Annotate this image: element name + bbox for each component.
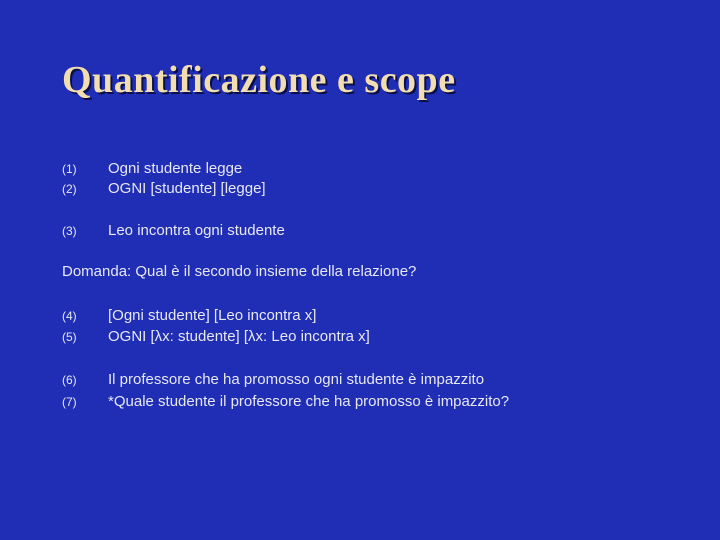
example-text: OGNI [λx: studente] [λx: Leo incontra x] (108, 328, 370, 345)
example-text: [Ogni studente] [Leo incontra x] (108, 307, 317, 324)
example-number: (1) (62, 162, 77, 176)
example-number: (3) (62, 224, 77, 238)
question-text: Domanda: Qual è il secondo insieme della relazione? (62, 263, 417, 280)
example-number: (7) (62, 395, 77, 409)
example-number: (6) (62, 373, 77, 387)
example-text: OGNI [studente] [legge] (108, 180, 266, 197)
slide-title: Quantificazione e scope (62, 59, 456, 101)
example-number: (2) (62, 182, 77, 196)
example-text: *Quale studente il professore che ha promosso è impazzito? (108, 393, 510, 410)
example-text: Leo incontra ogni studente (108, 222, 285, 239)
example-number: (5) (62, 330, 77, 344)
example-text: Ogni studente legge (108, 160, 243, 177)
example-text: Il professore che ha promosso ogni studente è impazzito (108, 371, 485, 388)
example-number: (4) (62, 309, 77, 323)
